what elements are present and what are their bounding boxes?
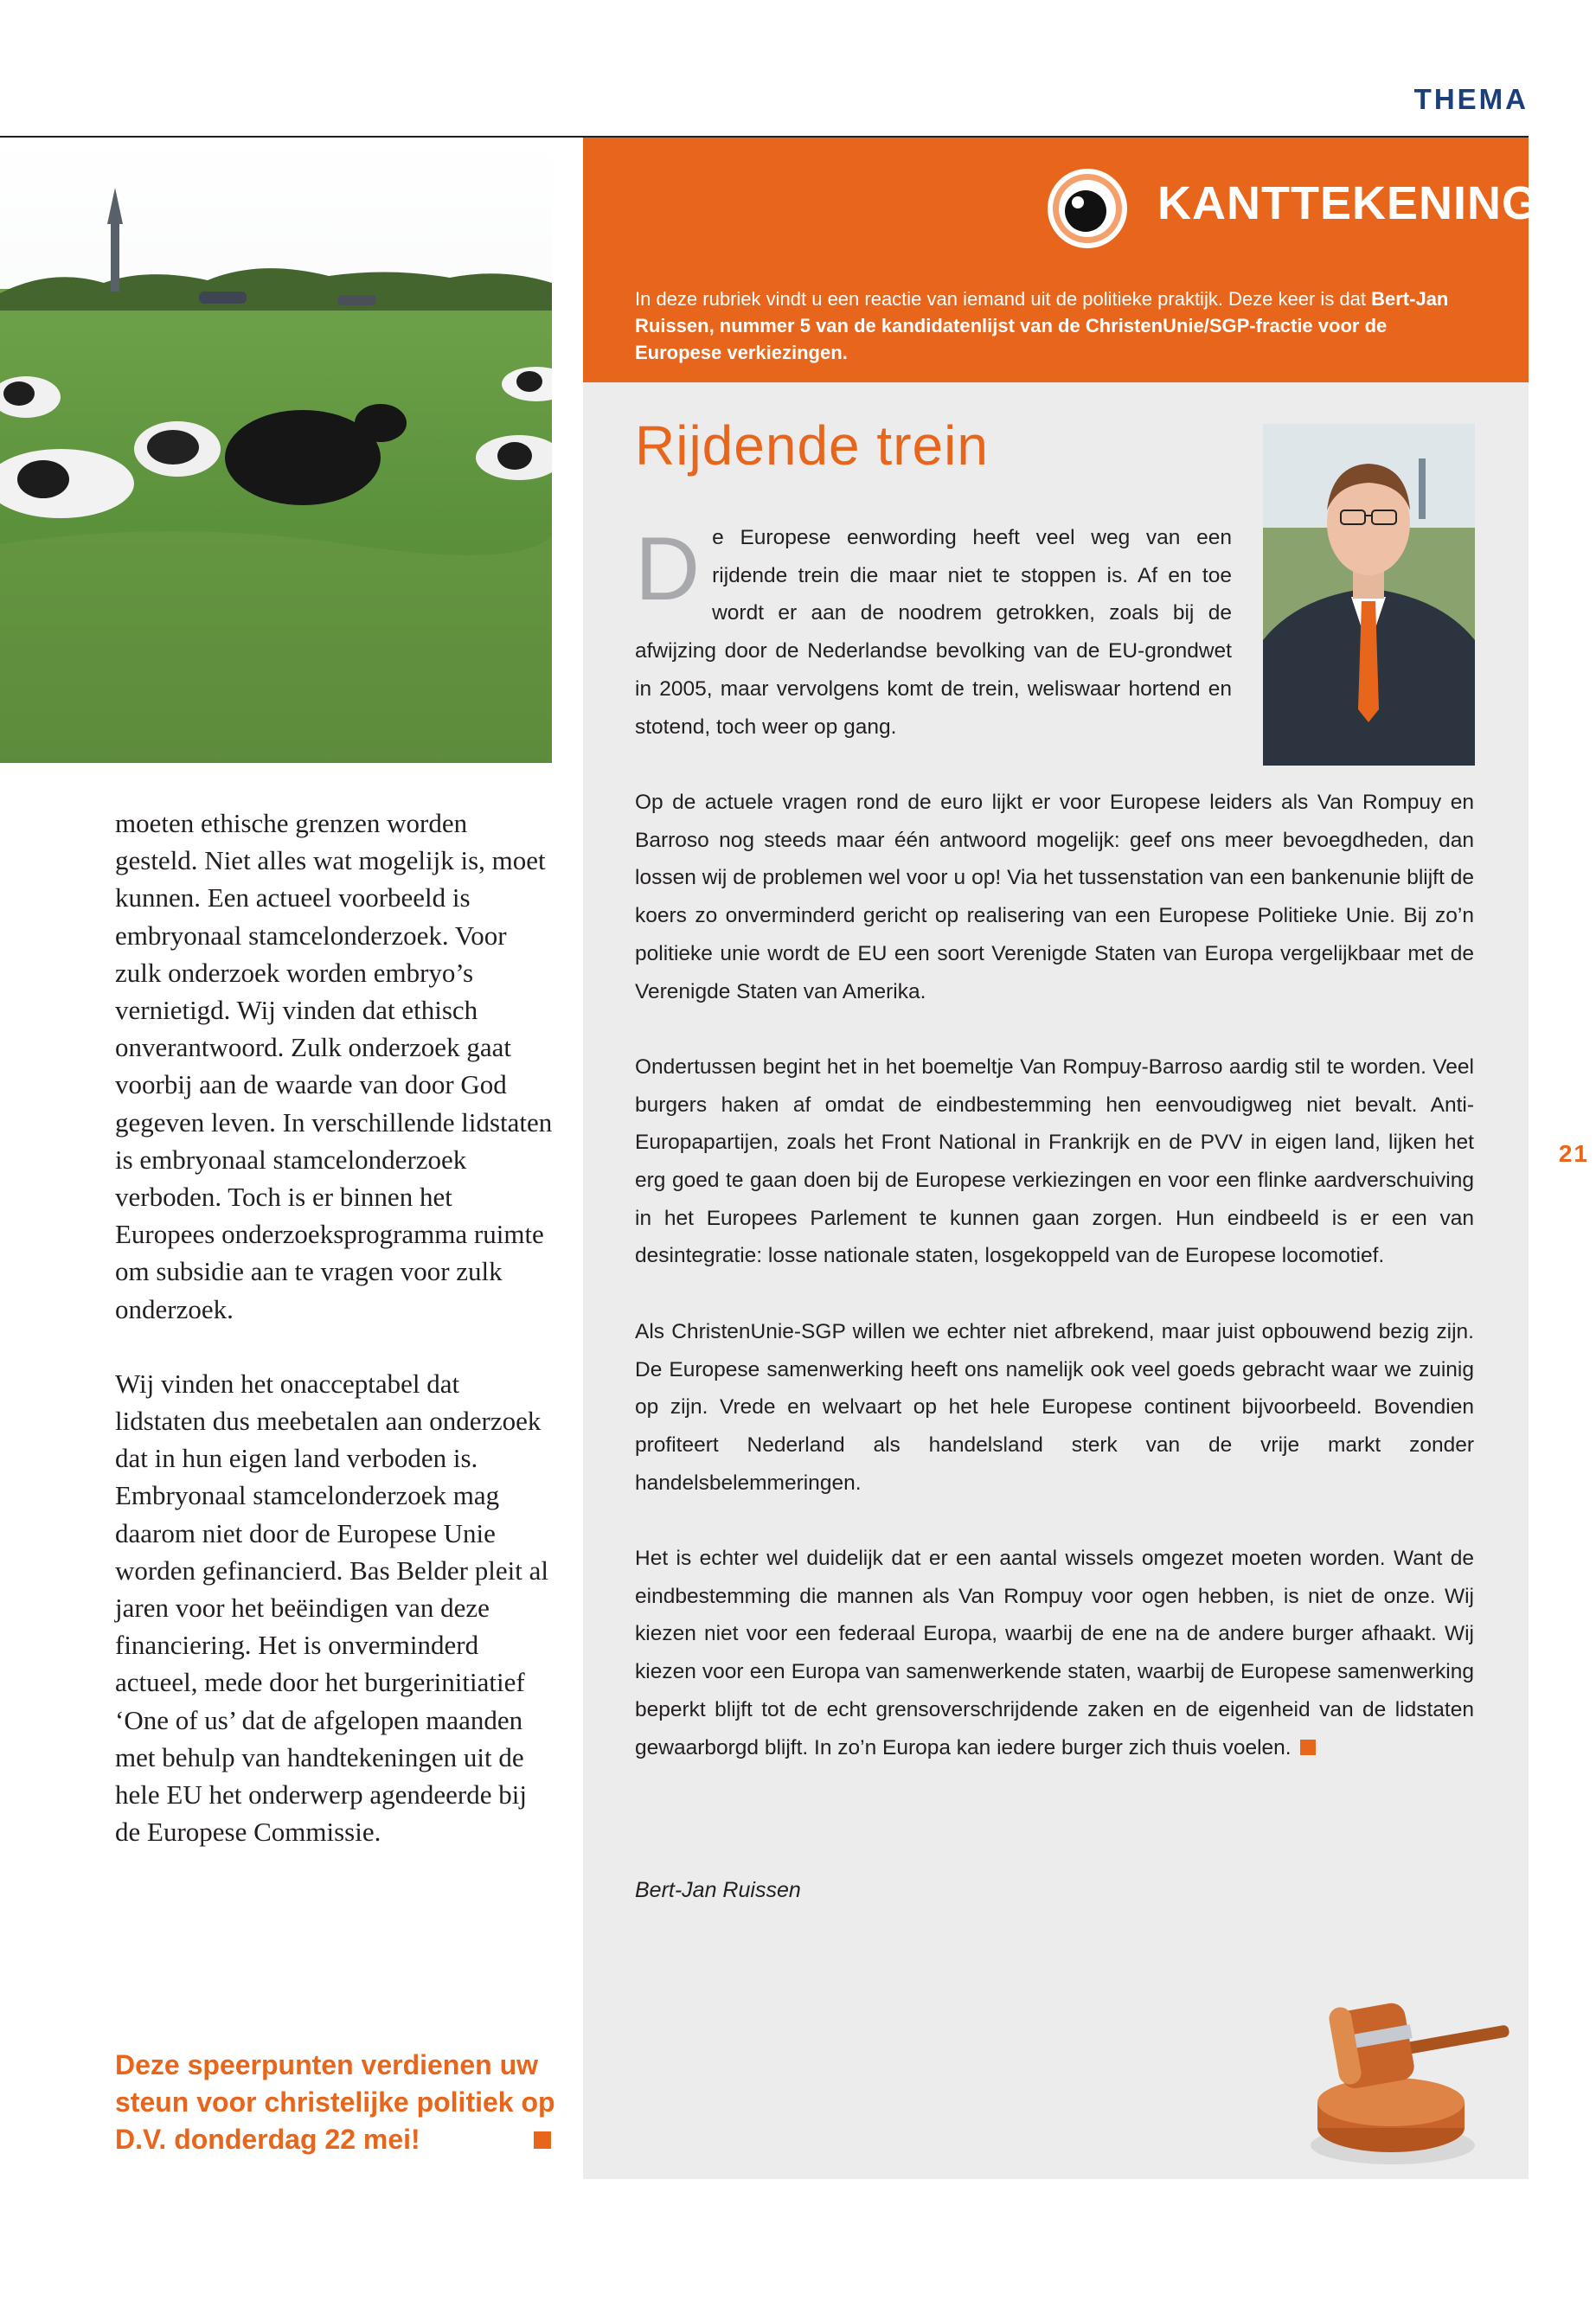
eye-icon bbox=[1047, 168, 1128, 249]
lead-paragraph bbox=[635, 519, 1232, 746]
author-signature: Bert-Jan Ruissen bbox=[635, 1878, 801, 1902]
gavel-icon bbox=[1289, 1981, 1514, 2171]
body-paragraph: Als ChristenUnie-SGP willen we echter niet afbrekend, maar juist opbouwend bezig zijn. De Europese samenwerking heeft ons namelijk ook veel goeds gebracht waar we zuinig op zijn. Vrede en welvaart op het hele Europese continent bijvoorbeeld. Bovendien profiteert Nederland als handelsland sterk van de vrije markt zonder handelsbelemmeringen. bbox=[635, 1319, 1474, 1495]
intro-text bbox=[635, 285, 1465, 366]
body-paragraph bbox=[635, 1540, 1474, 1766]
left-paragraph: moeten ethische grenzen worden gesteld. Niet alles wat mogelijk is, moet kunnen. Een actueel voorbeeld is embryonaal stamcelonderzoek. Voor zulk onderzoek worden embryo’s vernietigd. Wij vinden dat ethisch onverantwoord. Zulk onderzoek gaat voorbij aan de waarde van door God gegeven leven. In verschillende lidstaten is embryonaal stamcelonderzoek verboden. Toch is er binnen het Europees onderzoeksprogramma ruimte om subsidie aan te vragen voor zulk onderzoek. bbox=[115, 808, 553, 1324]
left-article-text bbox=[115, 804, 556, 1888]
body-paragraph: Ondertussen begint het in het boemeltje Van Rompuy-Barroso aardig stil te worden. Veel burgers haken af omdat de eindbestemming hen eenvoudigweg niet bevalt. Anti-Europapartijen, zoals het Front National in Frankrijk en de PVV in eigen land, lijken het erg goed te gaan doen bij de Europese verkiezingen en voor een flinke aardverschuiving in het Europees Parlement te kunnen gaan zorgen. Hun eindbeeld is er een van desintegratie: losse nationale staten, losgekoppeld van de Europese locomotief. bbox=[635, 1054, 1474, 1268]
cows-photo bbox=[0, 138, 552, 763]
page-number: 21 bbox=[1558, 1140, 1589, 1167]
banner-title: KANTTEKENING bbox=[1157, 177, 1539, 229]
intro-plain: In deze rubriek vindt u een reactie van iemand uit de politieke praktijk. Deze keer is dat bbox=[635, 288, 1372, 310]
author-portrait bbox=[1263, 424, 1475, 766]
end-square-icon bbox=[1300, 1740, 1316, 1755]
intro-bold: Bert-Jan Ruissen, nummer 5 van de kandidatenlijst van de ChristenUnie/SGP-fractie voor de Europese verkiezingen. bbox=[635, 288, 1449, 363]
body-paragraph: Op de actuele vragen rond de euro lijkt er voor Europese leiders als Van Rompuy en Barroso nog steeds maar één antwoord mogelijk: geef ons meer bevoegdheden, dan lossen wij de problemen wel voor u op! Via het tussenstation van een bankenunie blijft de koers zo onverminderd gericht op realisering van een Europese Politieke Unie. Bij zo’n politieke unie wordt de EU een soort Verenigde Staten van Europa vergelijkbaar met de Verenigde Staten van Amerika. bbox=[635, 791, 1474, 1003]
article-headline: Rijdende trein bbox=[635, 414, 989, 477]
left-paragraph: Wij vinden het onacceptabel dat lidstaten dus meebetalen aan onderzoek dat in hun eigen land verboden is. Embryonaal stamcelonderzoek mag daarom niet door de Europese Unie worden gefinancierd. Bas Belder pleit al jaren voor het beëindigen van deze financiering. Het is onverminderd actueel, mede door het burgerinitiatief ‘One of us’ dat de afgelopen maanden met behulp van handtekeningen uit de hele EU het onderwerp agendeerde bij de Europese Commissie. bbox=[115, 1368, 548, 1848]
end-square-icon bbox=[534, 2131, 551, 2149]
article-body bbox=[635, 784, 1474, 1804]
drop-cap: D bbox=[635, 519, 701, 619]
callout-text: Deze speerpunten verdienen uw steun voor christelijke politiek op D.V. donderdag 22 mei! bbox=[115, 2049, 555, 2155]
lead-text: e Europese eenwording heeft veel weg van een rijdende trein die maar niet te stoppen is. Af en toe wordt er aan de noodrem getrokken, zoals bij de afwijzing door de Nederlandse bevolking van de EU-grondwet in 2005, maar vervolgens komt de trein, weliswaar hortend en stotend, toch weer op gang. bbox=[635, 526, 1232, 739]
section-label: THEMA bbox=[1413, 83, 1529, 115]
body-paragraph-text: Het is echter wel duidelijk dat er een aantal wissels omgezet moeten worden. Want de eindbestemming die mannen als Van Rompuy voor ogen hebben, is niet de onze. Wij kiezen niet voor een federaal Europa, waarbij de ene na de andere burger afhaakt. Wij kiezen voor een Europa van samenwerkende staten, waarbij de Europese samenwerking beperkt blijft tot de echt grensoverschrijdende zaken en de eigenheid van de lidstaten gewaarborgd blijft. In zo’n Europa kan iedere burger zich thuis voelen. bbox=[635, 1547, 1474, 1759]
